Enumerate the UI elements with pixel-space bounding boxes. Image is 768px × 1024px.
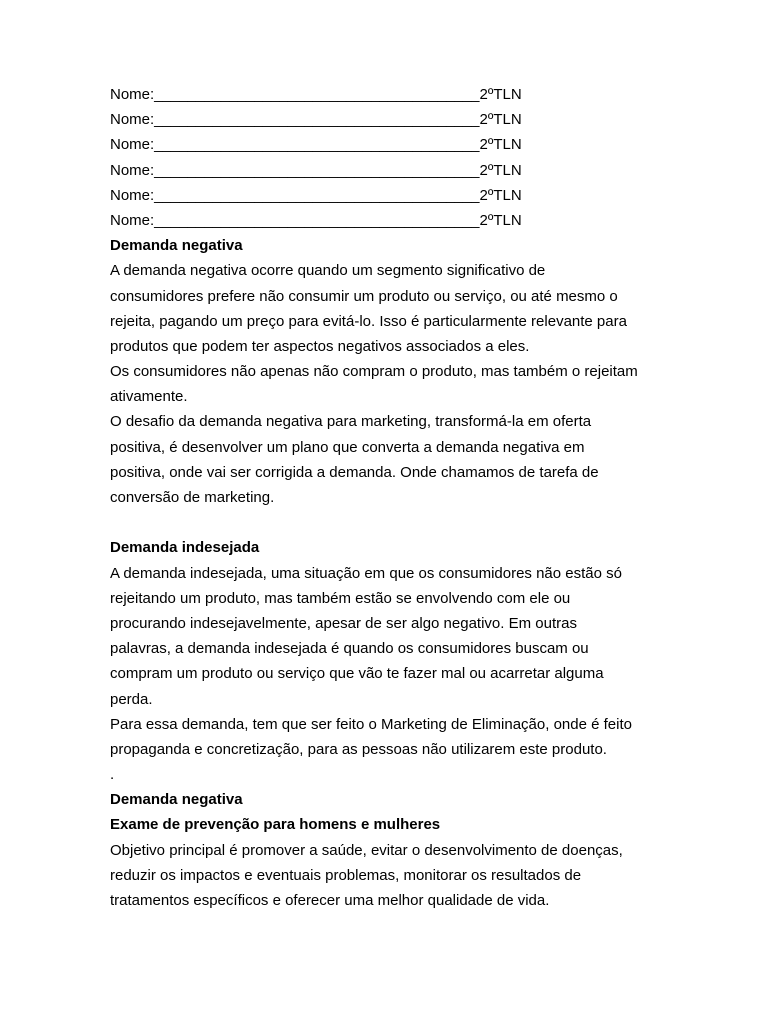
name-line: Nome:_______________________________________2ºTLN — [110, 136, 522, 154]
name-line: Nome:_______________________________________2ºTLN — [110, 186, 522, 204]
document-page — [110, 82, 670, 913]
paragraph-line: conversão de marketing. — [110, 489, 275, 506]
section-demanda-indesejada — [110, 535, 670, 787]
name-lines — [110, 82, 670, 233]
paragraph-line: palavras, a demanda indesejada é quando os consumidores buscam ou — [110, 640, 589, 658]
paragraph-line: produtos que podem ter aspectos negativos associados a eles. — [110, 337, 530, 355]
paragraph-line: reduzir os impactos e eventuais problemas, monitorar os resultados de — [110, 866, 582, 884]
section-heading: Demanda negativa — [110, 237, 243, 255]
blank-line — [110, 510, 670, 535]
paragraph-line: positiva, é desenvolver um plano que converta a demanda negativa em — [110, 438, 585, 456]
paragraph-line: Objetivo principal é promover a saúde, evitar o desenvolvimento de doenças, — [110, 841, 623, 859]
name-line: Nome:_______________________________________2ºTLN — [110, 211, 522, 229]
paragraph-line: A demanda negativa ocorre quando um segmento significativo de — [110, 262, 546, 280]
name-line: Nome:_______________________________________2ºTLN — [110, 161, 522, 179]
paragraph-line: Os consumidores não apenas não compram o produto, mas também o rejeitam — [110, 363, 638, 381]
paragraph-line: . — [110, 766, 115, 784]
name-line: Nome:_______________________________________2ºTLN — [110, 86, 522, 103]
paragraph-line: A demanda indesejada, uma situação em que os consumidores não estão só — [110, 564, 622, 582]
section-heading: Demanda indesejada — [110, 539, 260, 557]
paragraph-line: perda. — [110, 690, 153, 708]
paragraph-line: propaganda e concretização, para as pessoas não utilizarem este produto. — [110, 740, 607, 758]
section-subheading: Exame de prevenção para homens e mulheres — [110, 816, 441, 834]
paragraph-line: tratamentos específicos e oferecer uma melhor qualidade de vida. — [110, 892, 550, 909]
paragraph-line: consumidores prefere não consumir um produto ou serviço, ou até mesmo o — [110, 287, 618, 305]
paragraph-line: ativamente. — [110, 388, 188, 406]
section-exame-prevencao — [110, 787, 670, 913]
section-heading: Demanda negativa — [110, 791, 243, 809]
paragraph-line: Para essa demanda, tem que ser feito o Marketing de Eliminação, onde é feito — [110, 715, 632, 733]
paragraph-line: procurando indesejavelmente, apesar de ser algo negativo. Em outras — [110, 614, 577, 632]
paragraph-line: compram um produto ou serviço que vão te fazer mal ou acarretar alguma — [110, 665, 604, 683]
paragraph-line: rejeita, pagando um preço para evitá-lo. Isso é particularmente relevante para — [110, 312, 627, 330]
paragraph-line: O desafio da demanda negativa para marketing, transformá-la em oferta — [110, 413, 592, 431]
section-demanda-negativa — [110, 233, 670, 510]
name-line: Nome:_______________________________________2ºTLN — [110, 111, 522, 129]
paragraph-line: positiva, onde vai ser corrigida a demanda. Onde chamamos de tarefa de — [110, 463, 599, 481]
paragraph-line: rejeitando um produto, mas também estão se envolvendo com ele ou — [110, 589, 571, 607]
